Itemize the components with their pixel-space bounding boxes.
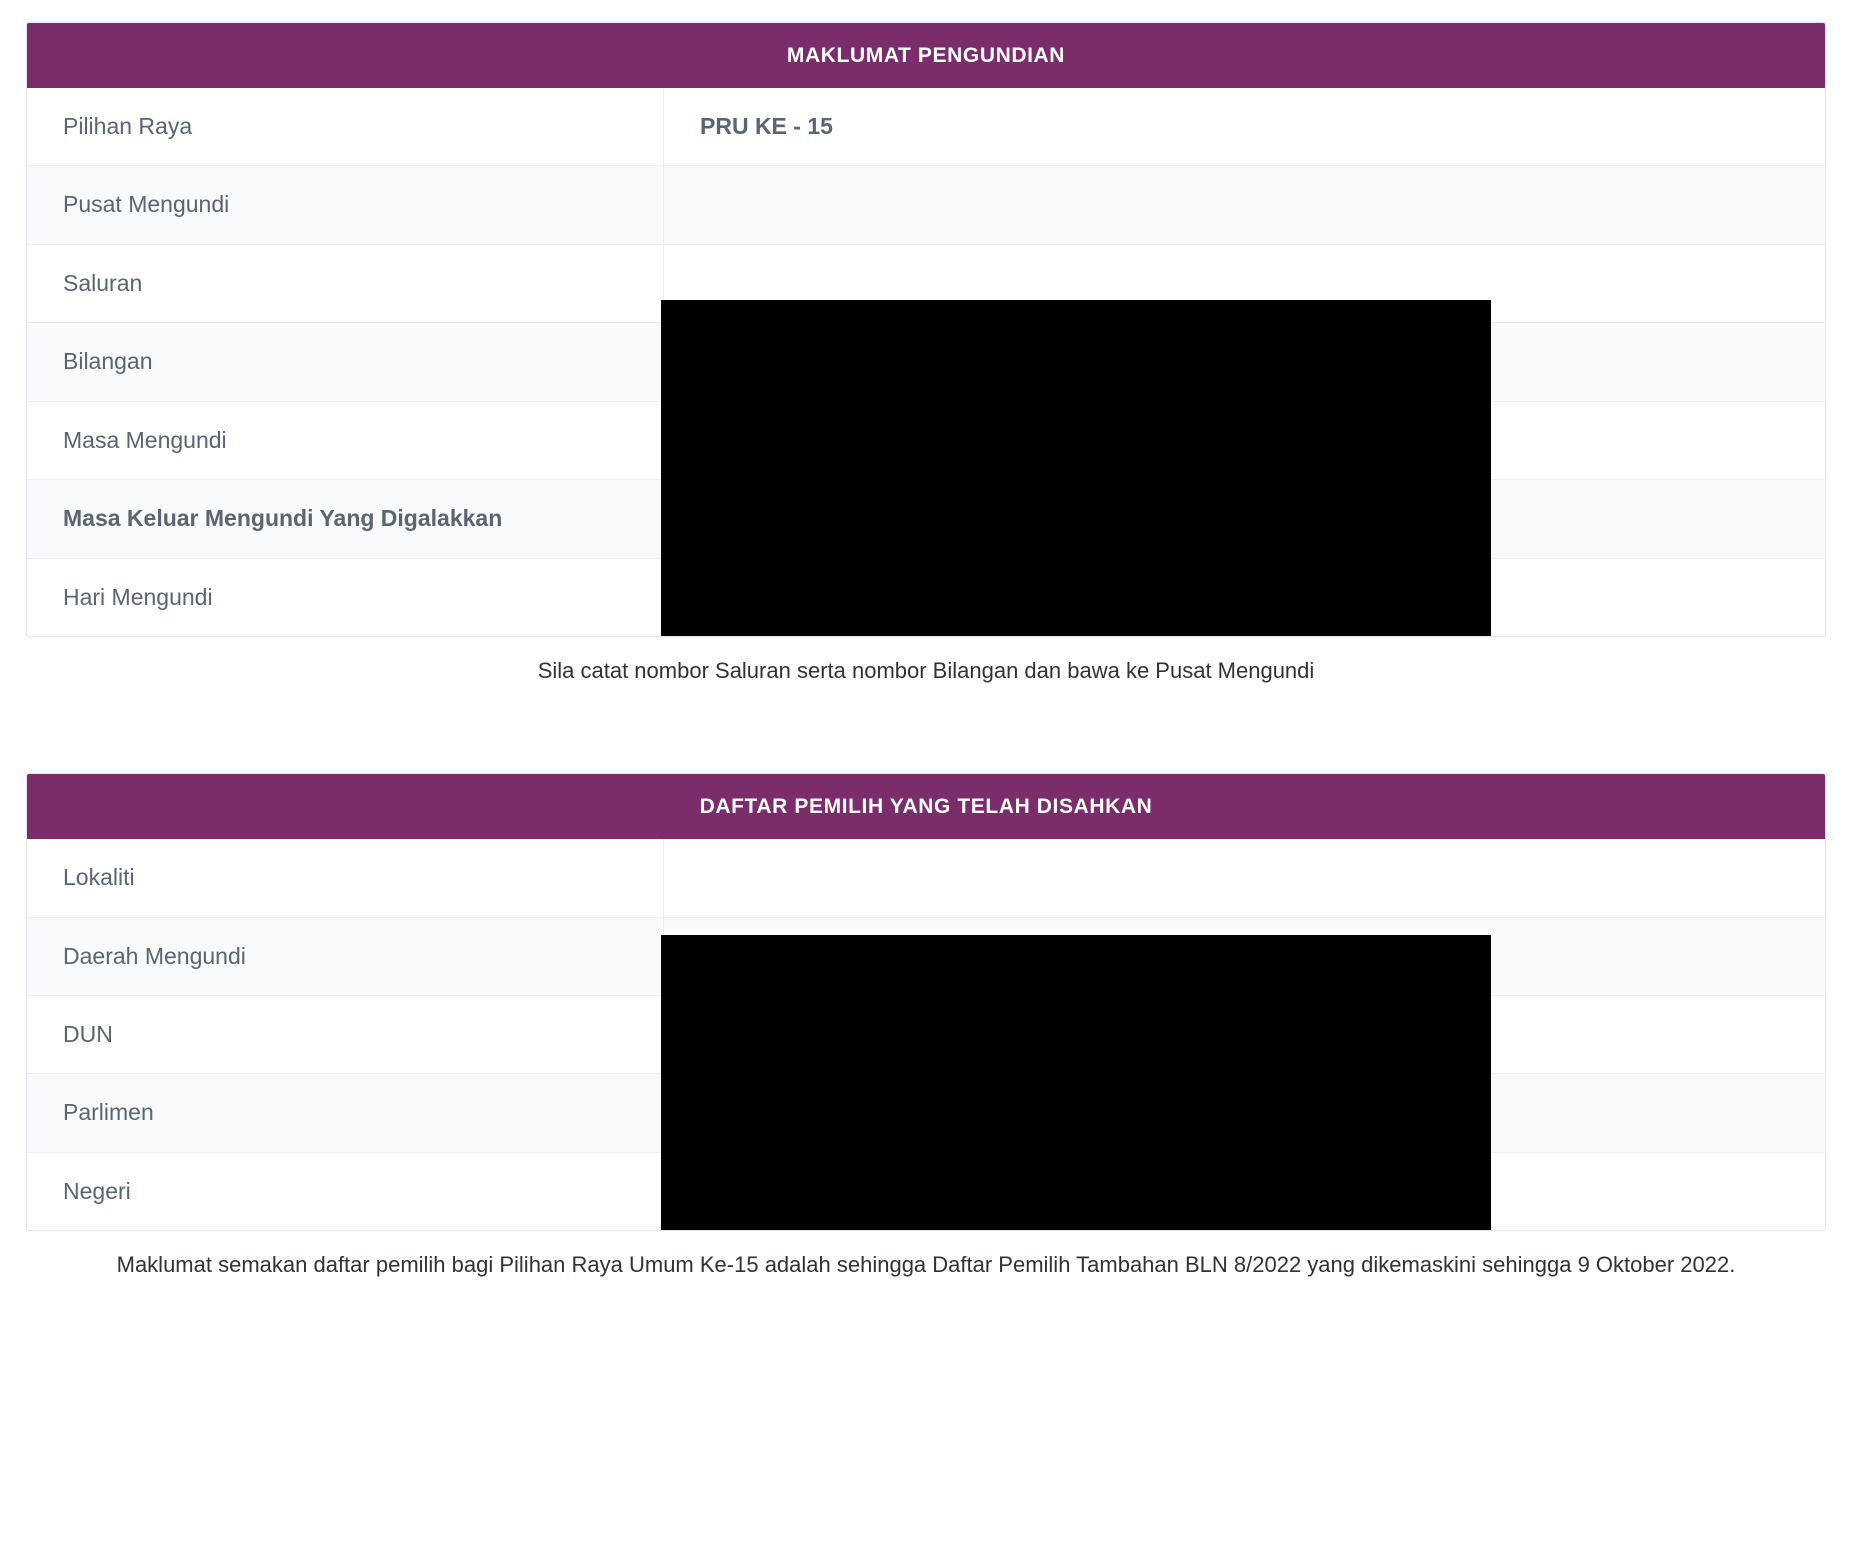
row-label-daerah-mengundi: Daerah Mengundi xyxy=(27,917,664,995)
row-label-pilihan-raya: Pilihan Raya xyxy=(27,88,664,166)
row-label-dun: DUN xyxy=(27,995,664,1073)
row-value-pilihan-raya: PRU KE - 15 xyxy=(700,113,833,139)
row-label-negeri: Negeri xyxy=(27,1152,664,1230)
voting-info-header: MAKLUMAT PENGUNDIAN xyxy=(27,23,1825,88)
table-row xyxy=(27,166,1825,244)
voting-info-body xyxy=(27,88,1825,636)
table-row xyxy=(27,88,1825,166)
voting-info-footnote: Sila catat nombor Saluran serta nombor Bilangan dan bawa ke Pusat Mengundi xyxy=(537,658,1315,684)
voter-roll-body xyxy=(27,839,1825,1230)
voting-info-card xyxy=(26,22,1826,637)
row-label-saluran: Saluran xyxy=(27,244,664,322)
table-row xyxy=(27,839,1825,917)
redaction-overlay-voting xyxy=(661,300,1491,637)
row-value-pusat-mengundi xyxy=(664,166,1826,244)
voter-roll-footnote: Maklumat semakan daftar pemilih bagi Pilihan Raya Umum Ke-15 adalah sehingga Daftar Pemilih Tambahan BLN 8/2022 yang dikemaskini sehingga 9 Oktober 2022. xyxy=(116,1252,1736,1278)
voter-roll-header: DAFTAR PEMILIH YANG TELAH DISAHKAN xyxy=(27,774,1825,839)
row-label-hari-mengundi: Hari Mengundi xyxy=(27,558,664,636)
row-label-masa-keluar-mengundi: Masa Keluar Mengundi Yang Digalakkan xyxy=(27,480,664,558)
row-label-pusat-mengundi: Pusat Mengundi xyxy=(27,166,664,244)
section-spacer xyxy=(26,687,1826,773)
redaction-overlay-roll xyxy=(661,935,1491,1231)
row-label-lokaliti: Lokaliti xyxy=(27,839,664,917)
voter-roll-card xyxy=(26,773,1826,1231)
row-label-parlimen: Parlimen xyxy=(27,1074,664,1152)
row-value-lokaliti xyxy=(664,839,1826,917)
row-label-bilangan: Bilangan xyxy=(27,323,664,401)
row-label-masa-mengundi: Masa Mengundi xyxy=(27,401,664,479)
